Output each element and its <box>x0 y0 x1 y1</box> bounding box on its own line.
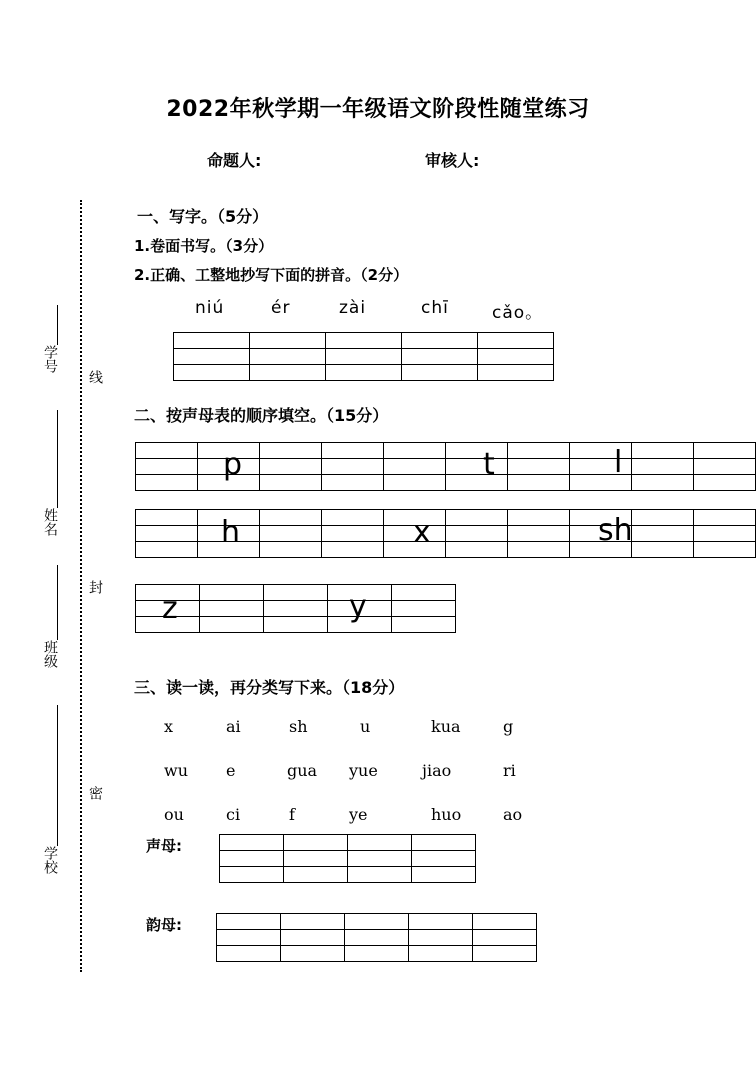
syllable: sh <box>289 717 308 736</box>
section3-heading: 三、读一读，再分类写下来。（18分） <box>134 678 405 697</box>
syllable: e <box>226 761 236 780</box>
initials-answer-grid[interactable] <box>219 834 476 883</box>
binding-dotted-line <box>80 200 82 972</box>
section1-item1: 1.卷面书写。（3分） <box>134 237 274 255</box>
finals-label: 韵母: <box>146 916 182 934</box>
given-initial: x <box>413 515 431 550</box>
class-label: 班级 <box>42 640 58 668</box>
syllable: f <box>289 805 295 824</box>
initials-grid-row2[interactable] <box>135 509 756 558</box>
given-initial: sh <box>598 513 633 548</box>
page-title: 2022年秋学期一年级语文阶段性随堂练习 <box>166 97 590 122</box>
section1-heading: 一、写字。（5分） <box>137 207 269 226</box>
proposer-label: 命题人: <box>207 151 262 170</box>
syllable: ri <box>503 761 516 780</box>
margin-secret-mark: 密 <box>87 786 103 800</box>
section2-heading: 二、按声母表的顺序填空。（15分） <box>134 406 389 425</box>
section1-item2: 2.正确、工整地抄写下面的拼音。（2分） <box>134 266 409 284</box>
class-line[interactable] <box>57 565 58 640</box>
syllable: wu <box>164 761 188 780</box>
given-initial: h <box>221 515 241 550</box>
syllable: g <box>503 717 514 736</box>
given-initial: l <box>614 445 623 480</box>
finals-answer-grid[interactable] <box>216 913 537 962</box>
initials-label: 声母: <box>146 837 182 855</box>
pinyin-1: niú <box>195 298 225 318</box>
syllable: x <box>164 717 174 736</box>
syllable: ou <box>164 805 184 824</box>
syllable: jiao <box>422 761 452 780</box>
reviewer-label: 审核人: <box>425 151 480 170</box>
syllable: ci <box>226 805 241 824</box>
margin-seal-mark: 封 <box>87 580 103 594</box>
syllable: ye <box>349 805 368 824</box>
school-label: 学校 <box>42 846 58 874</box>
syllable: huo <box>431 805 462 824</box>
name-line[interactable] <box>57 410 58 508</box>
initials-grid-row3[interactable] <box>135 584 456 633</box>
student-id-line[interactable] <box>57 305 58 345</box>
pinyin-4: chī <box>421 298 449 318</box>
school-line[interactable] <box>57 705 58 846</box>
student-id-label: 学号 <box>42 345 58 373</box>
given-initial: z <box>162 591 178 626</box>
pinyin-3: zài <box>339 298 367 318</box>
name-label: 姓名 <box>42 508 58 536</box>
syllable: ai <box>226 717 241 736</box>
pinyin-2: ér <box>271 298 291 318</box>
syllable: gua <box>287 761 318 780</box>
given-initial: t <box>483 447 495 482</box>
pinyin-5: cǎo。 <box>492 303 544 323</box>
syllable: u <box>360 717 371 736</box>
given-initial: p <box>223 447 243 482</box>
syllable: yue <box>349 761 378 780</box>
pinyin-copy-grid[interactable] <box>173 332 554 381</box>
margin-line-mark: 线 <box>87 370 103 384</box>
given-initial: y <box>349 589 367 624</box>
syllable: kua <box>431 717 461 736</box>
initials-grid-row1[interactable] <box>135 442 756 491</box>
syllable: ao <box>503 805 523 824</box>
